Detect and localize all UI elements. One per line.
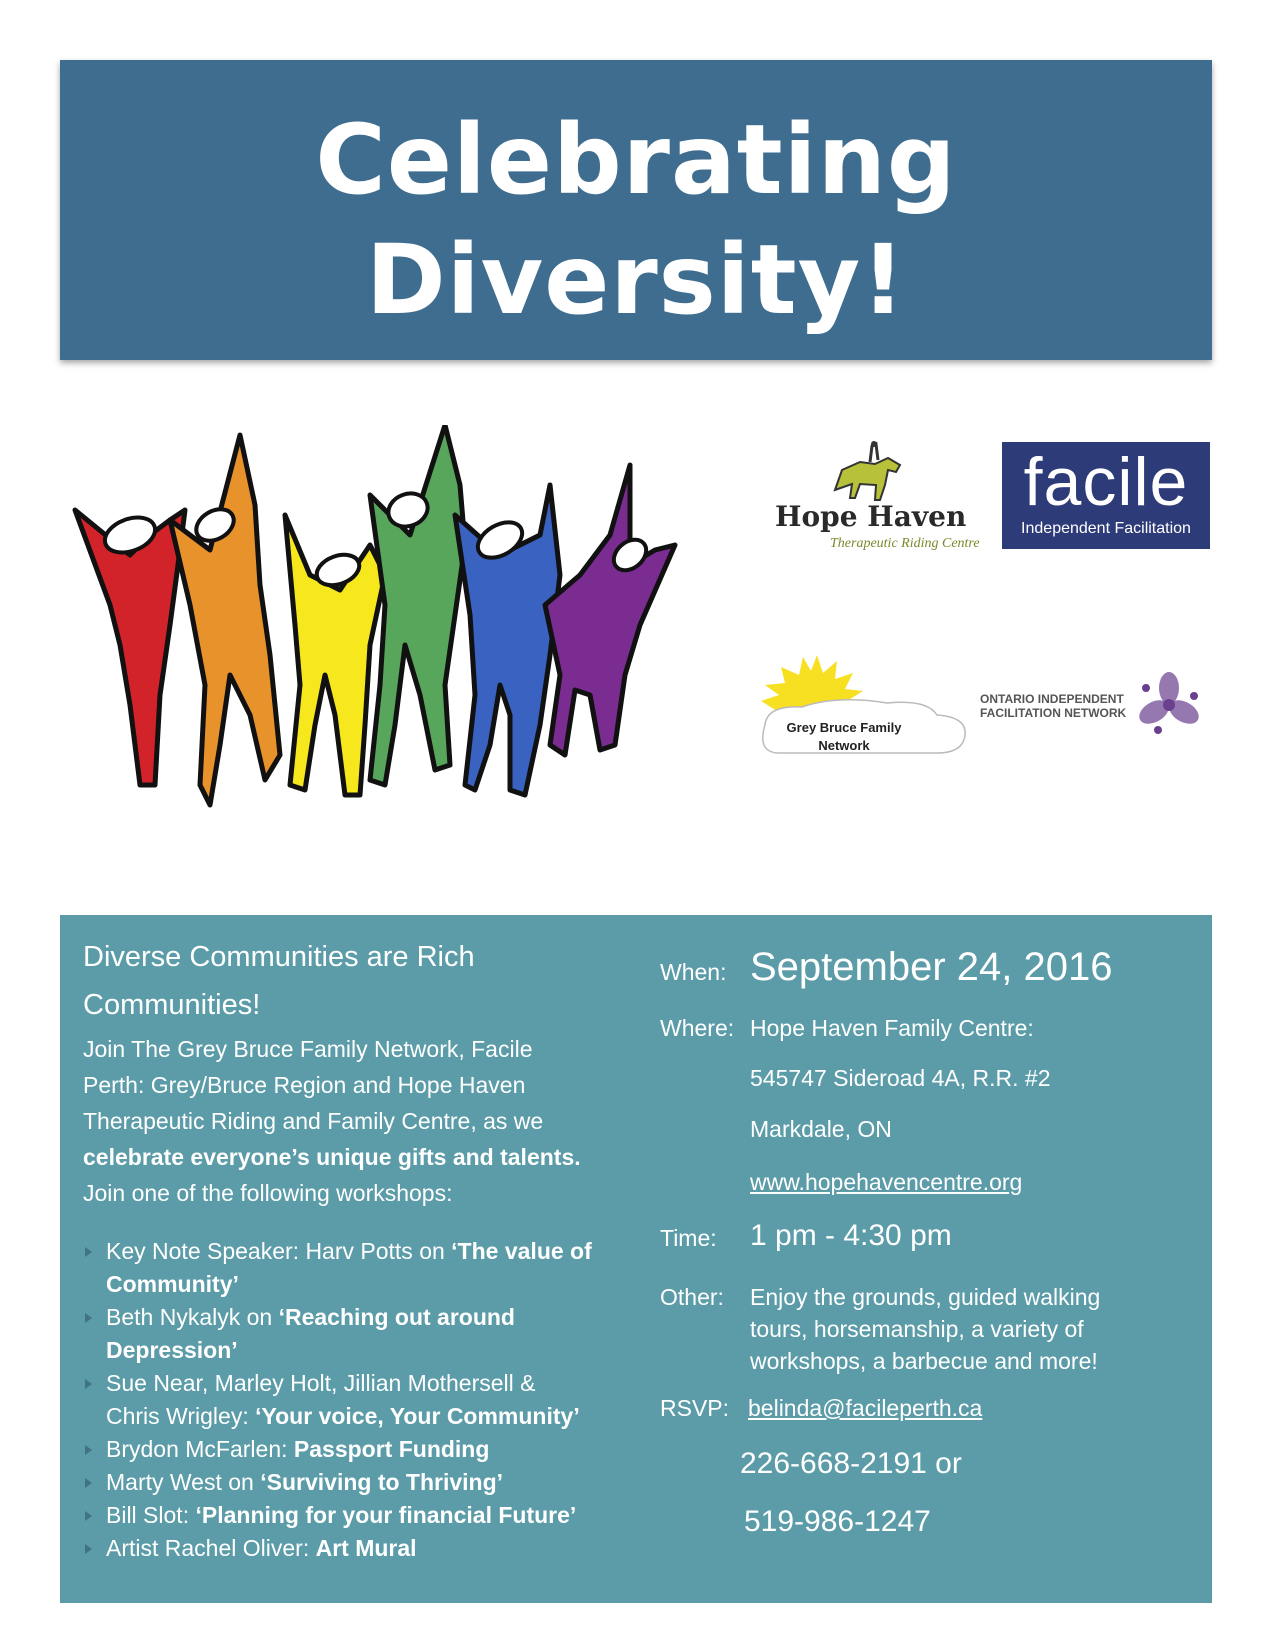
workshop-item: Brydon McFarlen: Passport Funding [83,1433,623,1466]
workshop-item: Bill Slot: ‘Planning for your financial Future’ [83,1499,623,1532]
facile-subtitle: Independent Facilitation [1021,520,1191,537]
workshop-item: Key Note Speaker: Harv Potts on ‘The value of Community’ [83,1235,623,1301]
ontario-independent-facilitation-network-logo [980,668,1210,748]
purple-figure [545,465,675,755]
bullet-arrow-icon [85,1379,92,1389]
workshop-item: Beth Nykalyk on ‘Reaching out around Depression’ [83,1301,623,1367]
title-line-2: Diversity! [366,224,906,336]
bullet-arrow-icon [85,1247,92,1257]
bullet-arrow-icon [85,1544,92,1554]
workshop-item: Sue Near, Marley Holt, Jillian Mothersell & Chris Wrigley: ‘Your voice, Your Community’ [83,1367,623,1433]
facile-logo [1002,442,1210,549]
where-label: Where: [660,1015,735,1041]
other-label: Other: [660,1284,724,1310]
time-label: Time: [660,1225,717,1251]
title-line-1: Celebrating [315,104,957,216]
facile-name: facile [1023,444,1189,520]
intro-heading-line-2: Communities! [83,989,261,1021]
venue-city: Markdale, ON [750,1116,892,1142]
event-time: 1 pm - 4:30 pm [750,1219,952,1252]
bullet-arrow-icon [85,1313,92,1323]
other-text: Enjoy the grounds, guided walking tours, horsemanship, a variety of workshops, a barbecue and more! [750,1284,1101,1374]
when-label: When: [660,959,727,985]
intro-heading-line-1: Diverse Communities are Rich [83,941,475,973]
grey-bruce-family-network-logo [757,655,977,760]
horse-rider-icon [830,440,910,505]
workshop-item: Artist Rachel Oliver: Art Mural [83,1532,623,1565]
workshop-list [83,1235,623,1565]
oifn-text: ONTARIO INDEPENDENT FACILITATION NETWORK [980,692,1127,720]
orange-figure [170,435,280,805]
hope-haven-subtitle: Therapeutic Riding Centre [830,536,980,551]
hope-haven-name: Hope Haven [775,500,967,533]
rsvp-label: RSVP: [660,1395,730,1421]
bullet-arrow-icon [85,1511,92,1521]
phone-number-1: 226-668-2191 or [740,1447,962,1480]
venue-address: 545747 Sideroad 4A, R.R. #2 [750,1065,1051,1091]
rsvp-email-link[interactable]: belinda@facileperth.ca [748,1395,983,1421]
event-date: September 24, 2016 [750,945,1113,989]
phone-number-2: 519-986-1247 [744,1505,931,1538]
venue-name: Hope Haven Family Centre: [750,1015,1034,1041]
bullet-arrow-icon [85,1478,92,1488]
info-panel [60,915,1212,1603]
grey-bruce-label: Grey Bruce Family Network [786,720,902,753]
bullet-arrow-icon [85,1445,92,1455]
workshop-item: Marty West on ‘Surviving to Thriving’ [83,1466,623,1499]
website-link[interactable]: www.hopehavencentre.org [750,1169,1023,1195]
green-figure [370,425,465,785]
trillium-flower-icon [1138,668,1200,738]
diversity-figures-illustration [70,425,720,845]
intro-body: Join The Grey Bruce Family Network, Facile Perth: Grey/Bruce Region and Hope Haven Therapeutic Riding and Family Centre, as we celebrate everyone’s unique gifts and talents. Join one of the following workshops: [83,1036,581,1206]
title-banner [60,60,1212,360]
intro-column [83,933,623,1565]
hope-haven-logo [775,440,980,555]
